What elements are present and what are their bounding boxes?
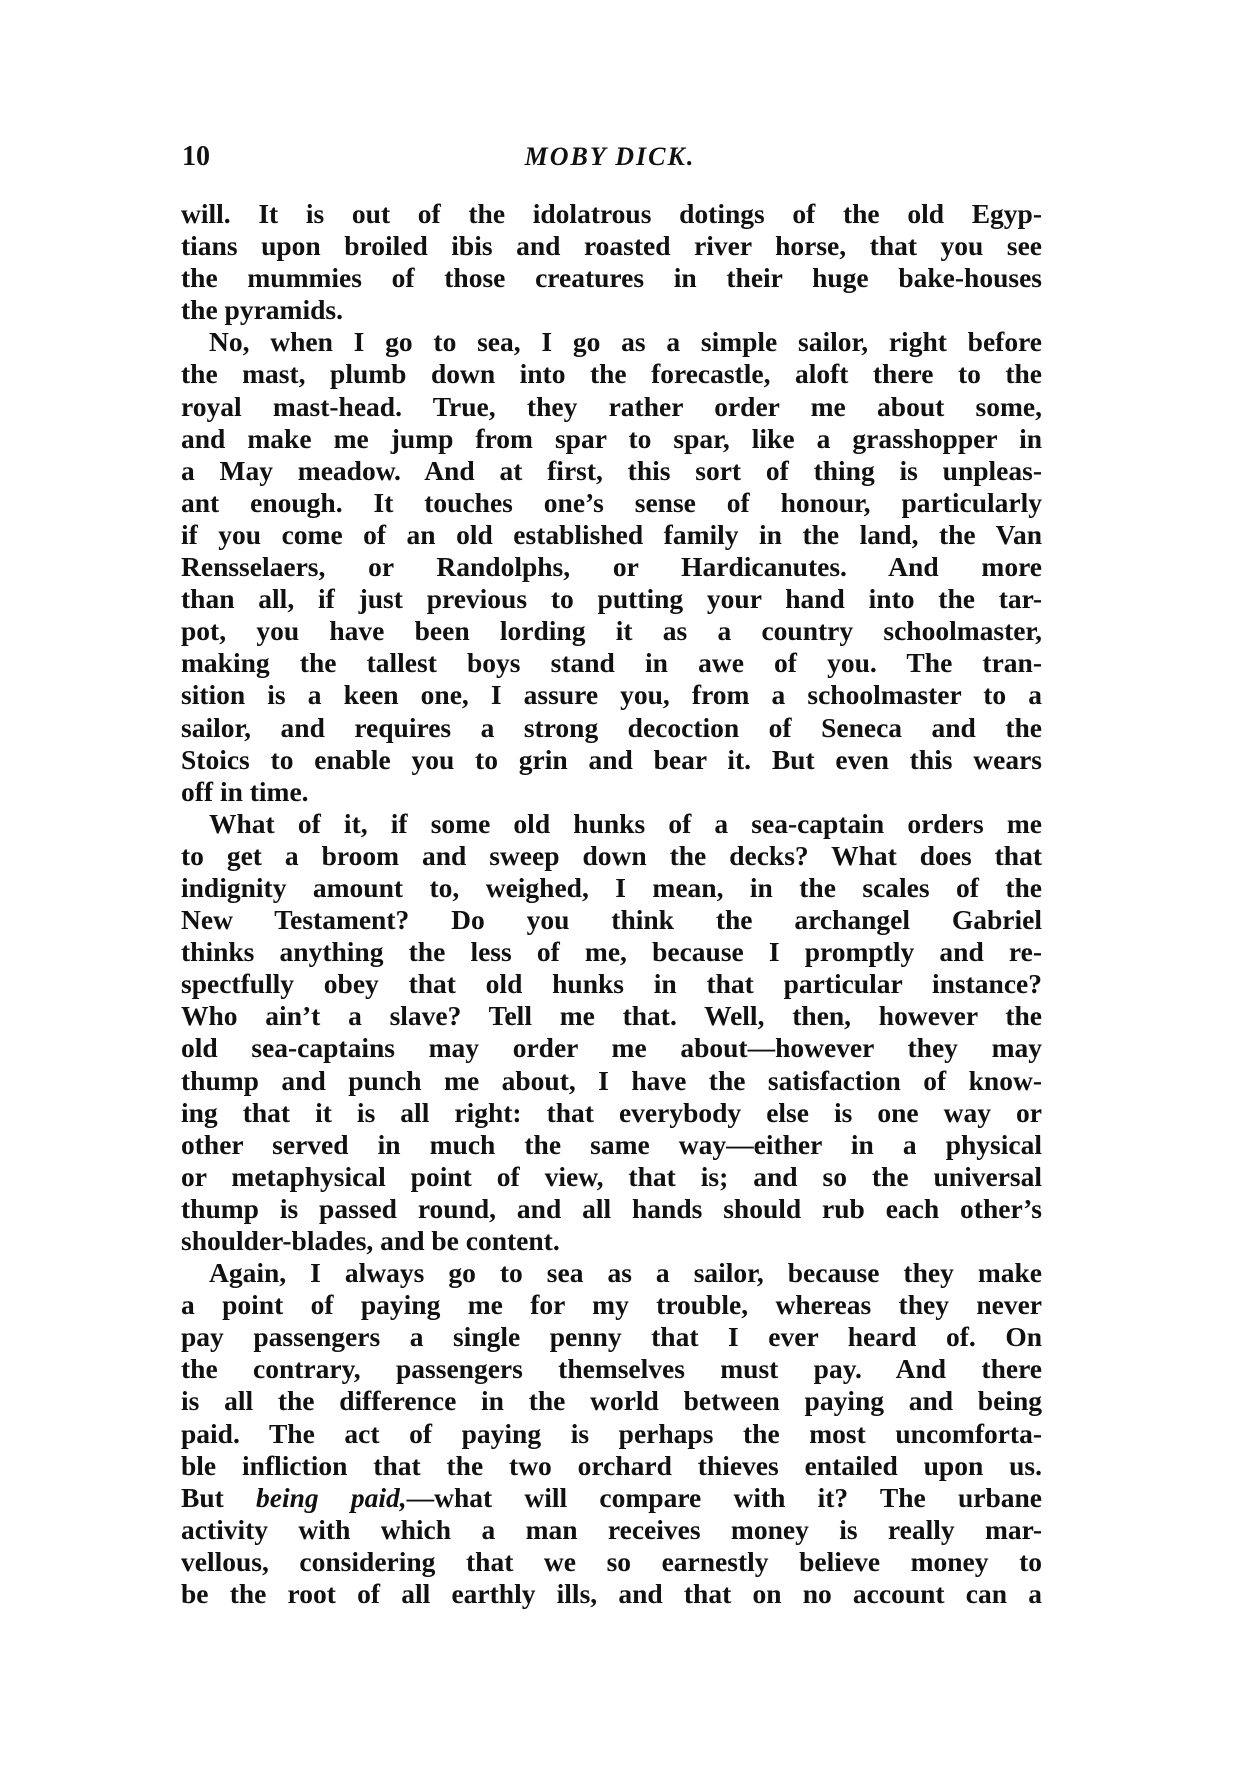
text-line: thinks anything the less of me, because I promptly and re-: [181, 936, 1042, 968]
text-line: ant enough. It touches one’s sense of honour, particularly: [181, 486, 1042, 518]
text-line: and make me jump from spar to spar, like a grasshopper in: [181, 422, 1042, 454]
text-run: —what will compare with it? The urbane: [406, 1481, 1042, 1513]
text-line: old sea-captains may order me about—however they may: [181, 1032, 1042, 1064]
italic-phrase: being paid,: [256, 1481, 407, 1513]
text-line: off in time.: [181, 775, 309, 807]
text-line: to get a broom and sweep down the decks? What does that: [181, 839, 1042, 871]
body-text: [181, 198, 1042, 1610]
text-line: will. It is out of the idolatrous dotings of the old Egyp-: [181, 198, 1042, 229]
text-line: pot, you have been lording it as a country schoolmaster,: [181, 615, 1042, 647]
text-line: ble infliction that the two orchard thieves entailed upon us.: [181, 1449, 1042, 1481]
text-line: other served in much the same way—either in a physical: [181, 1128, 1042, 1160]
text-line: if you come of an old established family in the land, the Van: [181, 518, 1042, 550]
text-line: New Testament? Do you think the archangel Gabriel: [181, 904, 1042, 936]
text-line: thump is passed round, and all hands should rub each other’s: [181, 1192, 1042, 1224]
text-line: ing that it is all right: that everybody else is one way or: [181, 1096, 1042, 1128]
text-line: than all, if just previous to putting your hand into the tar-: [181, 583, 1042, 615]
running-title: MOBY DICK.: [524, 142, 696, 171]
text-line: activity with which a man receives money is really mar-: [181, 1513, 1042, 1545]
text-line: tians upon broiled ibis and roasted river horse, that you see: [181, 230, 1042, 262]
text-line: sailor, and requires a strong decoction of Seneca and the: [181, 711, 1042, 743]
text-line: pay passengers a single penny that I ever heard of. On: [181, 1321, 1042, 1353]
text-line: making the tallest boys stand in awe of you. The tran-: [181, 647, 1042, 679]
text-line: What of it, if some old hunks of a sea-captain orders me: [209, 807, 1042, 839]
text-line: a May meadow. And at first, this sort of thing is unpleas-: [181, 454, 1042, 486]
text-line: the mummies of those creatures in their huge bake-houses: [181, 262, 1042, 294]
text-line: vellous, considering that we so earnestly believe money to: [181, 1545, 1042, 1577]
text-line: or metaphysical point of view, that is; and so the universal: [181, 1160, 1042, 1192]
text-line: indignity amount to, weighed, I mean, in the scales of the: [181, 871, 1042, 903]
text-line: sition is a keen one, I assure you, from a schoolmaster to a: [181, 679, 1042, 711]
page-number: 10: [182, 141, 210, 172]
page-header: [178, 140, 1042, 180]
text-line: paid. The act of paying is perhaps the most uncomforta-: [181, 1417, 1042, 1449]
text-line: the contrary, passengers themselves must pay. And there: [181, 1353, 1042, 1385]
text-line: Again, I always go to sea as a sailor, because they make: [209, 1257, 1042, 1289]
text-line: spectfully obey that old hunks in that particular instance?: [181, 968, 1042, 1000]
text-line: thump and punch me about, I have the satisfaction of know-: [181, 1064, 1042, 1096]
text-line: is all the difference in the world between paying and being: [181, 1385, 1042, 1417]
text-line: [181, 1482, 1042, 1514]
text-run: But: [181, 1481, 257, 1513]
text-line: Rensselaers, or Randolphs, or Hardicanutes. And more: [181, 551, 1042, 583]
text-line: No, when I go to sea, I go as a simple sailor, right before: [209, 326, 1042, 358]
text-line: shoulder-blades, and be content.: [181, 1225, 560, 1256]
text-line: Stoics to enable you to grin and bear it. But even this wears: [181, 743, 1042, 775]
text-line: the mast, plumb down into the forecastle, aloft there to the: [181, 358, 1042, 390]
text-line: be the root of all earthly ills, and that on no account can a: [181, 1578, 1042, 1610]
text-line: a point of paying me for my trouble, whereas they never: [181, 1289, 1042, 1321]
text-line: the pyramids.: [181, 294, 343, 326]
text-line: royal mast-head. True, they rather order me about some,: [181, 390, 1042, 422]
text-line: Who ain’t a slave? Tell me that. Well, then, however the: [181, 1000, 1042, 1032]
